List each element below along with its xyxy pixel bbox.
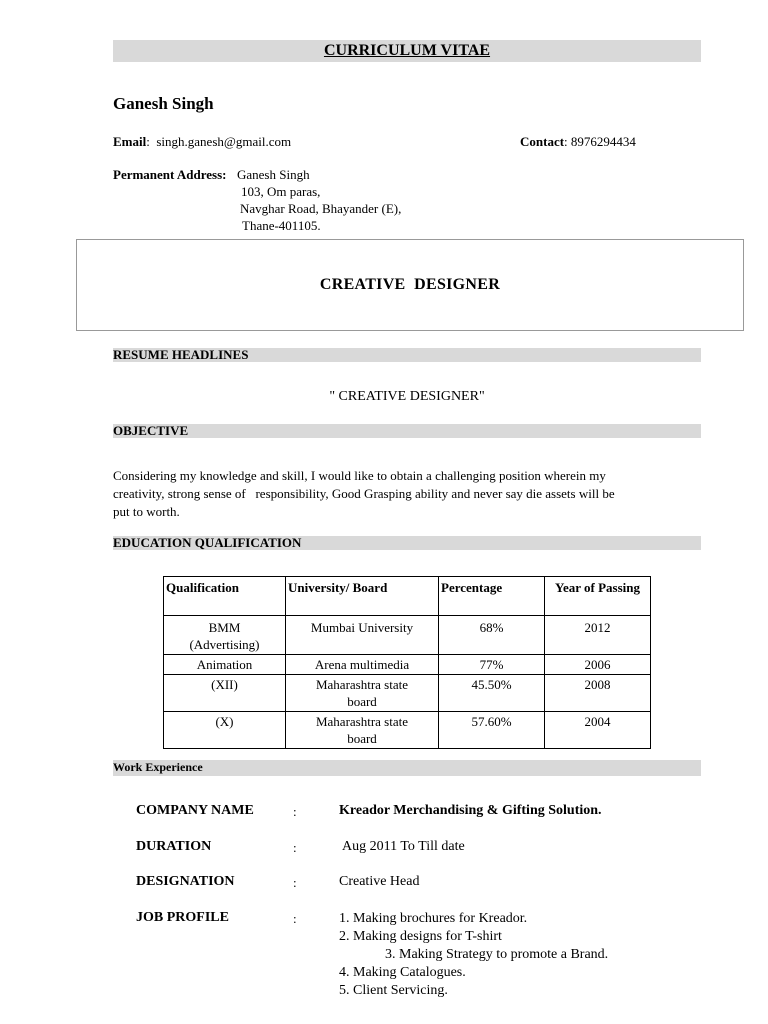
cell-percentage: 77% xyxy=(439,655,545,675)
objective-heading: OBJECTIVE xyxy=(113,423,189,438)
role-title: CREATIVE DESIGNER xyxy=(319,276,501,293)
header-percentage: Percentage xyxy=(439,577,545,616)
table-row xyxy=(164,712,651,749)
company-colon: : xyxy=(293,804,297,819)
cell-percentage: 45.50% xyxy=(439,675,545,712)
cell-text: BMM (Advertising) xyxy=(189,620,260,652)
cell-year: 2012 xyxy=(545,616,651,655)
cell-year: 2004 xyxy=(545,712,651,749)
job-profile-label: JOB PROFILE xyxy=(136,910,229,925)
objective-line: Considering my knowledge and skill, I would like to obtain a challenging position wherein my xyxy=(113,468,606,483)
cell-percentage: 68% xyxy=(439,616,545,655)
header-qualification: Qualification xyxy=(164,577,286,616)
cell-percentage: 57.60% xyxy=(439,712,545,749)
cell-qualification xyxy=(164,616,286,655)
address-line-2: 103, Om paras, xyxy=(241,184,321,199)
headline-text: " CREATIVE DESIGNER" xyxy=(329,389,485,404)
email-label: Email xyxy=(113,134,147,149)
list-item: 1. Making brochures for Kreador. xyxy=(339,911,528,926)
cell-qualification: (X) xyxy=(164,712,286,749)
table-row xyxy=(164,616,651,655)
address-line-3: Navghar Road, Bhayander (E), xyxy=(240,201,402,216)
header-year: Year of Passing xyxy=(545,577,651,616)
address-line-1: Ganesh Singh xyxy=(237,167,310,182)
objective-line: put to worth. xyxy=(113,504,180,519)
education-table xyxy=(163,576,651,749)
cell-qualification: Animation xyxy=(164,655,286,675)
cell-board: Mumbai University xyxy=(286,616,439,655)
duration-value: Aug 2011 To Till date xyxy=(342,839,465,854)
email-value: singh.ganesh@gmail.com xyxy=(156,134,292,149)
address-label: Permanent Address: xyxy=(113,167,227,182)
address-line-4: Thane-401105. xyxy=(242,218,321,233)
duration-label: DURATION xyxy=(136,839,212,854)
headlines-heading: RESUME HEADLINES xyxy=(113,347,249,362)
objective-text xyxy=(113,467,615,521)
cell-board xyxy=(286,712,439,749)
cell-board: Arena multimedia xyxy=(286,655,439,675)
education-heading: EDUCATION QUALIFICATION xyxy=(113,535,302,550)
cell-qualification: (XII) xyxy=(164,675,286,712)
designation-colon: : xyxy=(293,875,297,890)
cell-text: Maharashtra state board xyxy=(315,714,409,746)
table-row xyxy=(164,655,651,675)
duration-colon: : xyxy=(293,840,297,855)
cell-year: 2008 xyxy=(545,675,651,712)
header-board: University/ Board xyxy=(286,577,439,616)
contact-line: Contact: 8976294434 xyxy=(520,134,636,149)
candidate-name: Ganesh Singh xyxy=(113,94,214,113)
objective-bar xyxy=(113,424,701,438)
designation-label: DESIGNATION xyxy=(136,874,235,889)
role-box xyxy=(76,239,744,331)
cell-year: 2006 xyxy=(545,655,651,675)
table-header-row xyxy=(164,577,651,616)
list-item: 3. Making Strategy to promote a Brand. xyxy=(385,947,609,962)
list-item: 4. Making Catalogues. xyxy=(339,965,466,980)
document-title: CURRICULUM VITAE xyxy=(323,42,491,59)
designation-value: Creative Head xyxy=(339,874,420,889)
email-line: Email: singh.ganesh@gmail.com xyxy=(113,134,292,149)
list-item: 5. Client Servicing. xyxy=(339,983,448,998)
job-profile-colon: : xyxy=(293,911,297,926)
contact-label: Contact xyxy=(520,134,565,149)
work-heading: Work Experience xyxy=(113,760,203,774)
company-label: COMPANY NAME xyxy=(136,803,254,818)
contact-value: 8976294434 xyxy=(570,134,636,149)
list-item: 2. Making designs for T-shirt xyxy=(339,929,502,944)
cell-board xyxy=(286,675,439,712)
objective-line: creativity, strong sense of responsibility, Good Grasping ability and never say die assets will be xyxy=(113,486,615,501)
job-profile-list xyxy=(339,910,608,1000)
table-row xyxy=(164,675,651,712)
cell-text: Maharashtra state board xyxy=(315,677,409,709)
company-value: Kreador Merchandising & Gifting Solution. xyxy=(339,803,602,818)
